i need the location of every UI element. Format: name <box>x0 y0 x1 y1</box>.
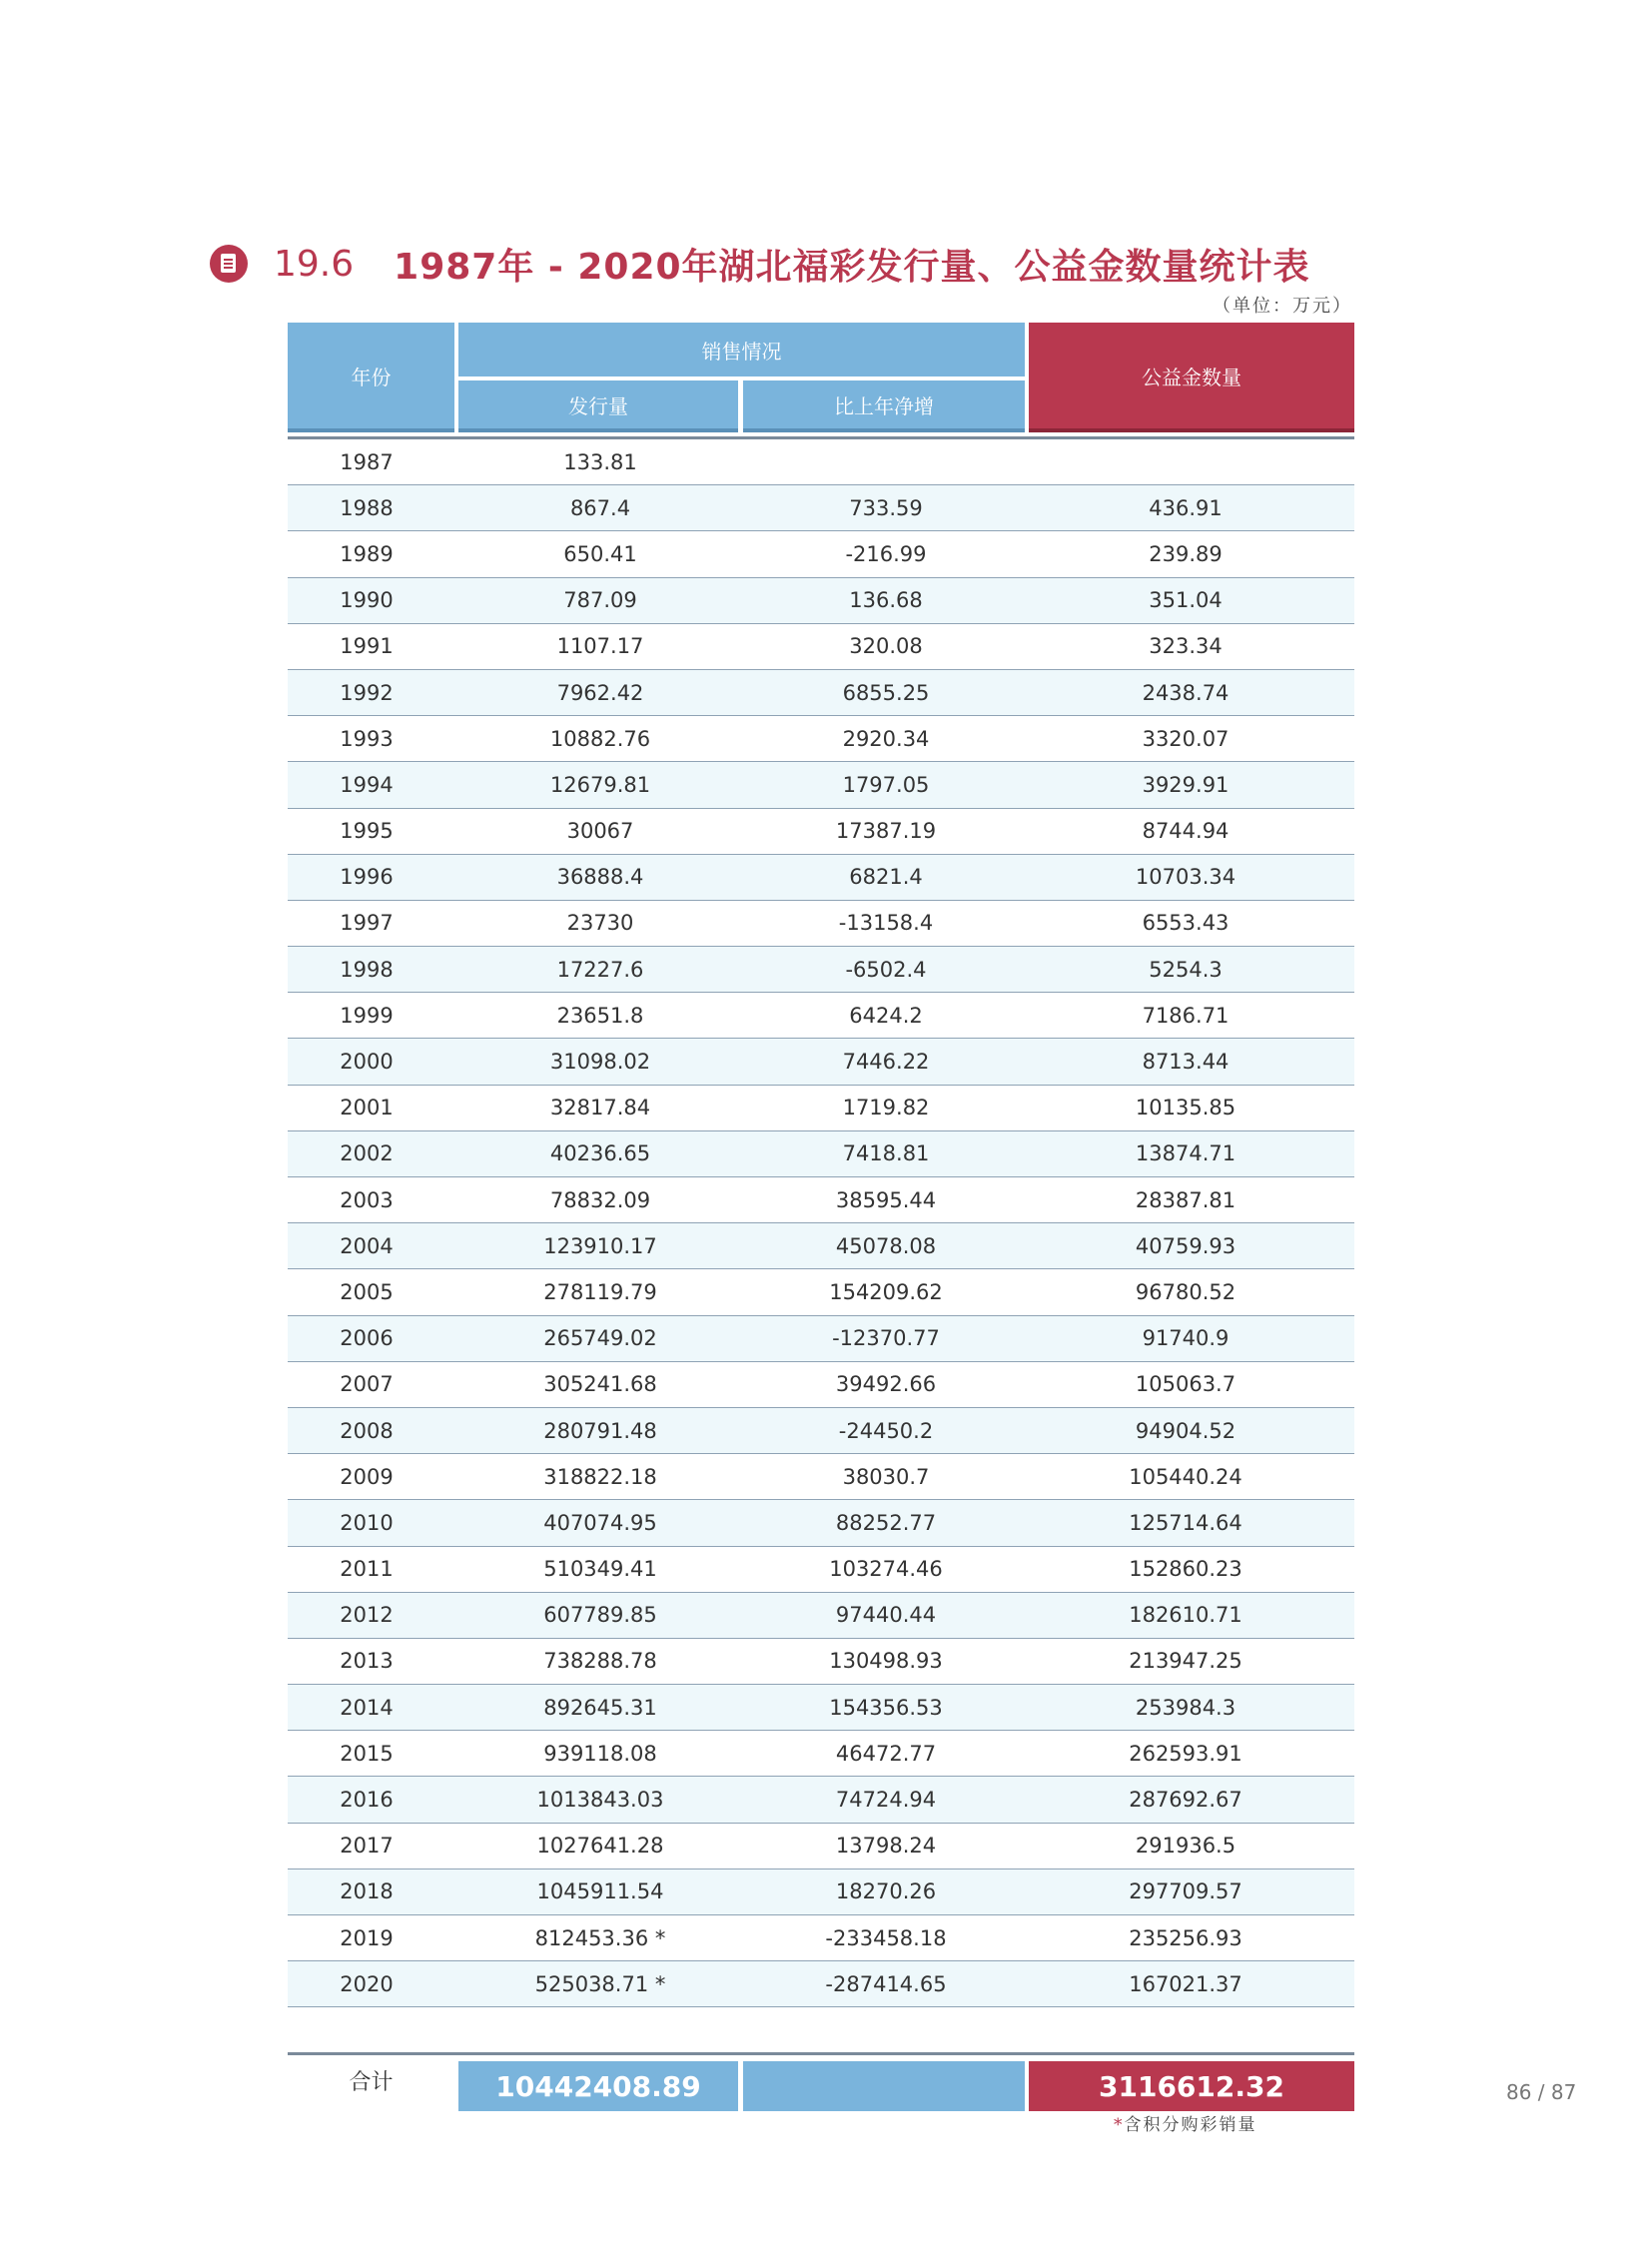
table-row <box>288 578 1354 624</box>
cell-welfare: 213947.25 <box>1129 1649 1242 1674</box>
statistics-table <box>288 323 1354 2103</box>
table-row <box>288 1685 1354 1731</box>
table-row <box>288 1039 1354 1085</box>
cell-welfare: 3929.91 <box>1142 772 1230 797</box>
cell-increase: 154356.53 <box>829 1695 943 1720</box>
cell-year: 2012 <box>340 1603 394 1628</box>
cell-welfare: 287692.67 <box>1129 1788 1242 1813</box>
cell-increase: 103274.46 <box>829 1557 943 1582</box>
cell-welfare: 105440.24 <box>1129 1464 1242 1489</box>
cell-issue: 510349.41 <box>543 1557 657 1582</box>
cell-year: 1996 <box>340 865 394 890</box>
cell-increase: -24450.2 <box>838 1418 934 1443</box>
table-row <box>288 624 1354 670</box>
cell-issue: 525038.71 * <box>534 1971 666 1996</box>
cell-welfare: 6553.43 <box>1142 911 1230 936</box>
cell-issue: 318822.18 <box>543 1464 657 1489</box>
cell-increase: 154209.62 <box>829 1279 943 1304</box>
cell-increase: 130498.93 <box>829 1649 943 1674</box>
cell-welfare: 10703.34 <box>1135 865 1237 890</box>
cell-increase: 733.59 <box>849 495 923 520</box>
table-row <box>288 1131 1354 1177</box>
cell-issue: 78832.09 <box>549 1187 651 1212</box>
cell-year: 2016 <box>340 1788 394 1813</box>
cell-welfare: 13874.71 <box>1135 1141 1237 1166</box>
cell-year: 1994 <box>340 772 394 797</box>
page-number: 86 / 87 <box>1506 2080 1577 2104</box>
table-row <box>288 1086 1354 1131</box>
table-header <box>288 323 1354 432</box>
cell-year: 2001 <box>340 1096 394 1121</box>
cell-year: 1993 <box>340 726 394 751</box>
cell-year: 2015 <box>340 1741 394 1766</box>
cell-issue: 30067 <box>566 819 634 844</box>
cell-year: 2004 <box>340 1233 394 1258</box>
cell-year: 1998 <box>340 957 394 982</box>
title-text: 1987年 - 2020年湖北福彩发行量、公益金数量统计表 <box>394 246 1310 288</box>
cell-issue: 133.81 <box>563 449 637 474</box>
cell-increase: 320.08 <box>849 634 923 659</box>
cell-issue: 1013843.03 <box>536 1788 664 1813</box>
cell-issue: 280791.48 <box>543 1418 657 1443</box>
table-row <box>288 1500 1354 1546</box>
table-row <box>288 716 1354 762</box>
cell-issue: 1027641.28 <box>536 1834 664 1859</box>
table-row <box>288 670 1354 716</box>
page-title <box>210 236 1310 292</box>
cell-increase: -287414.65 <box>825 1971 947 1996</box>
cell-increase: 136.68 <box>849 588 923 613</box>
footnote-text: 含积分购彩销量 <box>1124 2115 1257 2135</box>
cell-issue: 17227.6 <box>556 957 644 982</box>
cell-welfare: 2438.74 <box>1142 680 1230 705</box>
cell-increase: 46472.77 <box>835 1741 937 1766</box>
cell-year: 2002 <box>340 1141 394 1166</box>
cell-welfare: 28387.81 <box>1135 1187 1237 1212</box>
table-row <box>288 1408 1354 1454</box>
cell-year: 2014 <box>340 1695 394 1720</box>
cell-year: 1991 <box>340 634 394 659</box>
cell-year: 1995 <box>340 819 394 844</box>
cell-issue: 32817.84 <box>549 1096 651 1121</box>
cell-issue: 31098.02 <box>549 1050 651 1075</box>
table-row <box>288 1824 1354 1869</box>
table-row <box>288 1223 1354 1269</box>
cell-increase: -216.99 <box>845 541 927 566</box>
table-row <box>288 485 1354 531</box>
cell-increase: 6821.4 <box>849 865 923 890</box>
cell-year: 1987 <box>340 449 394 474</box>
cell-year: 2006 <box>340 1326 394 1351</box>
cell-increase: -6502.4 <box>845 957 927 982</box>
cell-year: 1988 <box>340 495 394 520</box>
cell-welfare: 8744.94 <box>1142 819 1230 844</box>
cell-increase: -12370.77 <box>832 1326 940 1351</box>
cell-welfare: 152860.23 <box>1129 1557 1242 1582</box>
cell-increase: 88252.77 <box>835 1510 937 1535</box>
cell-year: 2008 <box>340 1418 394 1443</box>
cell-welfare: 94904.52 <box>1135 1418 1237 1443</box>
table-row <box>288 1731 1354 1777</box>
cell-year: 2020 <box>340 1971 394 1996</box>
cell-issue: 265749.02 <box>543 1326 657 1351</box>
unit-label: （单位：万元） <box>1213 296 1352 317</box>
cell-year: 2007 <box>340 1372 394 1397</box>
cell-year: 1997 <box>340 911 394 936</box>
header-welfare: 公益金数量 <box>1029 323 1354 432</box>
cell-issue: 305241.68 <box>543 1372 657 1397</box>
header-increase: 比上年净增 <box>743 380 1025 432</box>
cell-issue: 1107.17 <box>556 634 644 659</box>
cell-issue: 407074.95 <box>543 1510 657 1535</box>
cell-year: 2005 <box>340 1279 394 1304</box>
table-row <box>288 1915 1354 1961</box>
cell-welfare: 3320.07 <box>1142 726 1230 751</box>
cell-welfare: 436.91 <box>1149 495 1223 520</box>
table-row <box>288 531 1354 577</box>
table-row <box>288 1362 1354 1408</box>
cell-year: 2013 <box>340 1649 394 1674</box>
cell-issue: 607789.85 <box>543 1603 657 1628</box>
table-body <box>288 436 1354 2007</box>
table-row <box>288 901 1354 947</box>
cell-increase: 17387.19 <box>835 819 937 844</box>
cell-welfare: 10135.85 <box>1135 1096 1237 1121</box>
footnote <box>1114 2110 1257 2135</box>
cell-welfare: 91740.9 <box>1142 1326 1230 1351</box>
cell-issue: 278119.79 <box>543 1279 657 1304</box>
cell-welfare: 351.04 <box>1149 588 1223 613</box>
cell-issue: 123910.17 <box>543 1233 657 1258</box>
cell-increase: 2920.34 <box>842 726 930 751</box>
cell-welfare: 297709.57 <box>1129 1879 1242 1904</box>
cell-increase: -233458.18 <box>825 1925 947 1950</box>
cell-increase: 1797.05 <box>842 772 930 797</box>
footnote-star: * <box>1114 2115 1125 2135</box>
cell-issue: 892645.31 <box>543 1695 657 1720</box>
cell-welfare: 7186.71 <box>1142 1003 1230 1028</box>
cell-year: 2009 <box>340 1464 394 1489</box>
cell-year: 2019 <box>340 1925 394 1950</box>
cell-welfare: 40759.93 <box>1135 1233 1237 1258</box>
total-issue: 10442408.89 <box>458 2061 738 2111</box>
cell-increase: 74724.94 <box>835 1788 937 1813</box>
table-row <box>288 1454 1354 1500</box>
table-row <box>288 1593 1354 1639</box>
cell-issue: 787.09 <box>563 588 637 613</box>
table-row <box>288 1177 1354 1223</box>
total-welfare: 3116612.32 <box>1029 2061 1354 2111</box>
cell-welfare: 8713.44 <box>1142 1050 1230 1075</box>
cell-issue: 812453.36 * <box>534 1925 666 1950</box>
cell-year: 2017 <box>340 1834 394 1859</box>
header-year: 年份 <box>288 323 454 432</box>
cell-issue: 867.4 <box>569 495 631 520</box>
table-row <box>288 855 1354 901</box>
cell-increase: 38595.44 <box>835 1187 937 1212</box>
cell-welfare: 105063.7 <box>1135 1372 1237 1397</box>
cell-welfare: 235256.93 <box>1129 1925 1242 1950</box>
cell-increase: 7446.22 <box>842 1050 930 1075</box>
total-increase-blank <box>743 2061 1025 2111</box>
cell-increase: 1719.82 <box>842 1096 930 1121</box>
table-row <box>288 1869 1354 1915</box>
total-label: 合计 <box>349 2070 394 2095</box>
table-row <box>288 809 1354 855</box>
cell-year: 1999 <box>340 1003 394 1028</box>
cell-year: 2000 <box>340 1050 394 1075</box>
cell-year: 2003 <box>340 1187 394 1212</box>
table-row <box>288 993 1354 1039</box>
cell-increase: 6855.25 <box>842 680 930 705</box>
table-row <box>288 439 1354 485</box>
cell-welfare: 182610.71 <box>1129 1603 1242 1628</box>
header-sales: 销售情况 <box>458 323 1025 376</box>
cell-issue: 7962.42 <box>556 680 644 705</box>
cell-issue: 650.41 <box>563 541 637 566</box>
cell-welfare: 167021.37 <box>1129 1971 1242 1996</box>
cell-issue: 23730 <box>566 911 634 936</box>
cell-welfare: 253984.3 <box>1135 1695 1237 1720</box>
document-icon <box>210 245 248 283</box>
cell-increase: 38030.7 <box>842 1464 930 1489</box>
cell-issue: 23651.8 <box>556 1003 644 1028</box>
cell-year: 1992 <box>340 680 394 705</box>
cell-increase: 13798.24 <box>835 1834 937 1859</box>
cell-welfare: 5254.3 <box>1149 957 1223 982</box>
cell-year: 2018 <box>340 1879 394 1904</box>
cell-increase: 6424.2 <box>849 1003 923 1028</box>
cell-year: 2010 <box>340 1510 394 1535</box>
cell-issue: 939118.08 <box>543 1741 657 1766</box>
title-number: 19.6 <box>274 243 355 285</box>
cell-welfare: 125714.64 <box>1129 1510 1242 1535</box>
total-row <box>288 2052 1354 2111</box>
table-row <box>288 1316 1354 1362</box>
table-row <box>288 1961 1354 2007</box>
table-row <box>288 1547 1354 1593</box>
cell-issue: 36888.4 <box>556 865 644 890</box>
cell-issue: 12679.81 <box>549 772 651 797</box>
cell-increase: 45078.08 <box>835 1233 937 1258</box>
table-row <box>288 1777 1354 1823</box>
cell-increase: 39492.66 <box>835 1372 937 1397</box>
cell-welfare: 323.34 <box>1149 634 1223 659</box>
cell-issue: 738288.78 <box>543 1649 657 1674</box>
table-row <box>288 1269 1354 1315</box>
cell-issue: 10882.76 <box>549 726 651 751</box>
cell-welfare: 291936.5 <box>1135 1834 1237 1859</box>
cell-welfare: 96780.52 <box>1135 1279 1237 1304</box>
cell-increase: -13158.4 <box>838 911 934 936</box>
cell-issue: 40236.65 <box>549 1141 651 1166</box>
cell-welfare: 239.89 <box>1149 541 1223 566</box>
cell-year: 2011 <box>340 1557 394 1582</box>
table-row <box>288 762 1354 808</box>
header-issue: 发行量 <box>458 380 738 432</box>
cell-increase: 7418.81 <box>842 1141 930 1166</box>
cell-increase: 18270.26 <box>835 1879 937 1904</box>
cell-welfare: 262593.91 <box>1129 1741 1242 1766</box>
cell-increase: 97440.44 <box>835 1603 937 1628</box>
cell-year: 1989 <box>340 541 394 566</box>
cell-issue: 1045911.54 <box>536 1879 664 1904</box>
cell-year: 1990 <box>340 588 394 613</box>
table-row <box>288 947 1354 993</box>
table-row <box>288 1639 1354 1685</box>
